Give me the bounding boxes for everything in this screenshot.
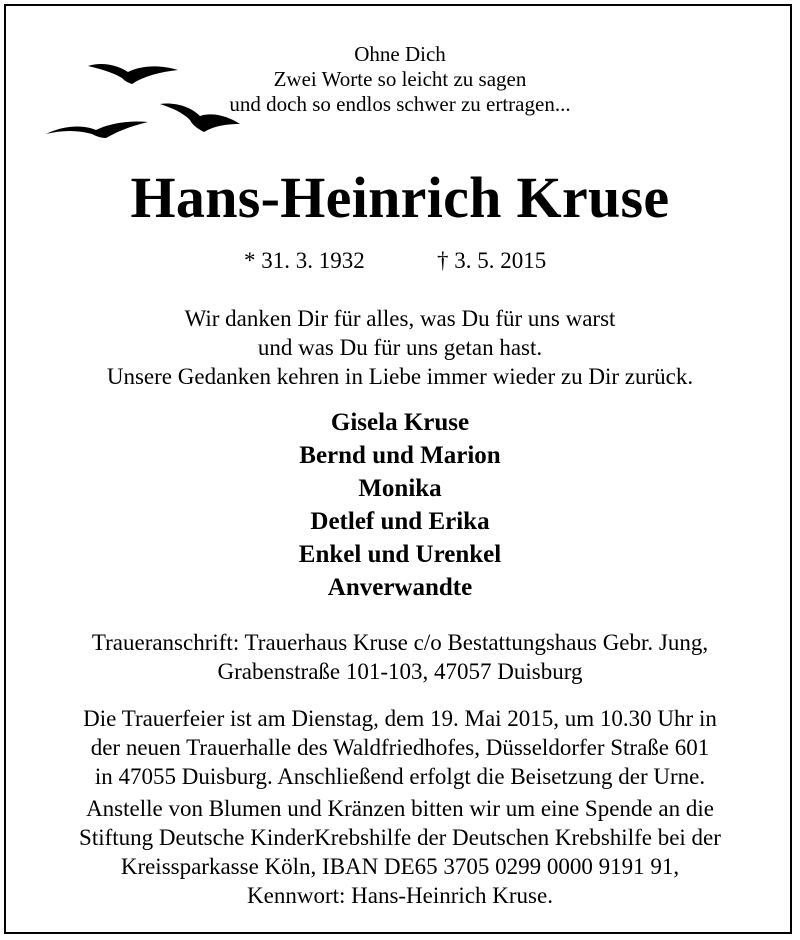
ceremony-line: in 47055 Duisburg. Anschließend erfolgt die Beisetzung der Urne. bbox=[94, 764, 706, 789]
donation-line: Kreissparkasse Köln, IBAN DE65 3705 0299 0000 9191 91, bbox=[120, 854, 680, 879]
mourner-name: Gisela Kruse bbox=[330, 409, 470, 436]
mourner-name: Anverwandte bbox=[327, 574, 473, 601]
mourning-address bbox=[0, 628, 800, 686]
mourner-name: Monika bbox=[358, 475, 442, 502]
mourner-name: Enkel und Urenkel bbox=[298, 541, 502, 568]
birth-date: * 31. 3. 1932 bbox=[244, 248, 365, 273]
motto-line: Ohne Dich bbox=[354, 42, 446, 66]
mourner-name: Detlef und Erika bbox=[310, 508, 490, 535]
deceased-name: Hans-Heinrich Kruse bbox=[130, 165, 670, 230]
address-line: Grabenstraße 101-103, 47057 Duisburg bbox=[217, 659, 583, 684]
mourners-list bbox=[0, 406, 800, 604]
thanks-line: Wir danken Dir für alles, was Du für uns warst bbox=[184, 306, 616, 331]
funeral-ceremony-info bbox=[0, 704, 800, 791]
donation-line: Kennwort: Hans-Heinrich Kruse. bbox=[247, 883, 553, 908]
motto-line: Zwei Worte so leicht zu sagen bbox=[273, 67, 527, 91]
address-line: Traueranschrift: Trauerhaus Kruse c/o Bestattungshaus Gebr. Jung, bbox=[91, 630, 709, 655]
donation-line: Stiftung Deutsche KinderKrebshilfe der Deutschen Krebshilfe bei der bbox=[79, 825, 721, 850]
mourner-name: Bernd und Marion bbox=[299, 442, 501, 469]
donation-request bbox=[0, 794, 800, 910]
death-date: † 3. 5. 2015 bbox=[437, 248, 547, 273]
thanks-text bbox=[0, 304, 800, 391]
thanks-line: und was Du für uns getan hast. bbox=[257, 335, 543, 360]
motto-verse bbox=[200, 42, 600, 117]
donation-line: Anstelle von Blumen und Kränzen bitten wir um eine Spende an die bbox=[86, 796, 714, 821]
motto-line: und doch so endlos schwer zu ertragen... bbox=[229, 92, 571, 116]
thanks-line: Unsere Gedanken kehren in Liebe immer wieder zu Dir zurück. bbox=[106, 364, 694, 389]
ceremony-line: Die Trauerfeier ist am Dienstag, dem 19. Mai 2015, um 10.30 Uhr in bbox=[83, 706, 717, 731]
ceremony-line: der neuen Trauerhalle des Waldfriedhofes, Düsseldorfer Straße 601 bbox=[90, 735, 710, 760]
